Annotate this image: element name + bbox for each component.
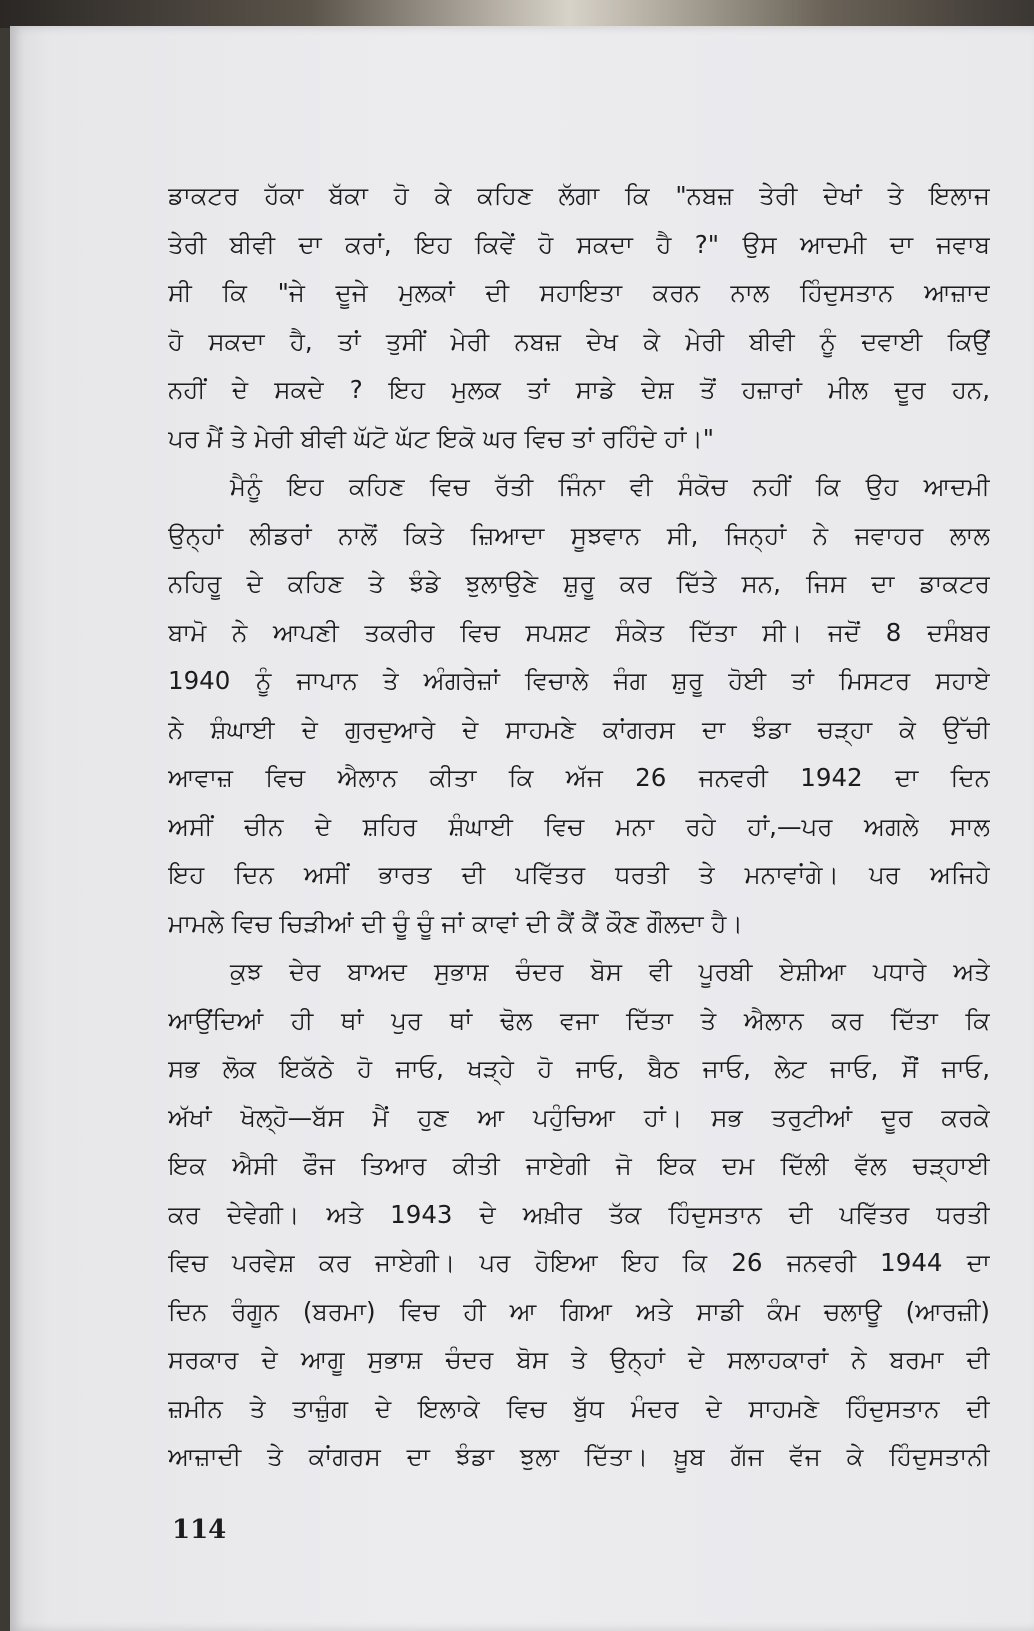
text-line: ਕਰ ਦੇਵੇਗੀ। ਅਤੇ 1943 ਦੇ ਅਖ਼ੀਰ ਤੱਕ ਹਿੰਦੁਸਤਾਨ ਦੀ ਪਵਿੱਤਰ ਧਰਤੀ [168,1199,990,1229]
text-line: ਉਨ੍ਹਾਂ ਲੀਡਰਾਂ ਨਾਲੋਂ ਕਿਤੇ ਜ਼ਿਆਦਾ ਸੂਝਵਾਨ ਸੀ, ਜਿਨ੍ਹਾਂ ਨੇ ਜਵਾਹਰ ਲਾਲ [168,520,990,550]
text-line: ਆਵਾਜ਼ ਵਿਚ ਐਲਾਨ ਕੀਤਾ ਕਿ ਅੱਜ 26 ਜਨਵਰੀ 1942 ਦਾ ਦਿਨ [168,763,990,792]
text-line: ਵਿਚ ਪਰਵੇਸ਼ ਕਰ ਜਾਏਗੀ। ਪਰ ਹੋਇਆ ਇਹ ਕਿ 26 ਜਨਵਰੀ 1944 ਦਾ [168,1248,990,1277]
text-line: ਸਰਕਾਰ ਦੇ ਆਗੂ ਸੁਭਾਸ਼ ਚੰਦਰ ਬੋਸ ਤੇ ਉਨ੍ਹਾਂ ਦੇ ਸਲਾਹਕਾਰਾਂ ਨੇ ਬਰਮਾ ਦੀ [168,1345,990,1374]
text-line: ਇਹ ਦਿਨ ਅਸੀਂ ਭਾਰਤ ਦੀ ਪਵਿੱਤਰ ਧਰਤੀ ਤੇ ਮਨਾਵਾਂਗੇ। ਪਰ ਅਜਿਹੇ [168,860,990,889]
text-line: ਬਾਮੋ ਨੇ ਆਪਣੀ ਤਕਰੀਰ ਵਿਚ ਸਪਸ਼ਟ ਸੰਕੇਤ ਦਿੱਤਾ ਸੀ। ਜਦੋਂ 8 ਦਸੰਬਰ [168,617,990,647]
text-line: ਪਰ ਮੈਂ ਤੇ ਮੇਰੀ ਬੀਵੀ ਘੱਟੋ ਘੱਟ ਇਕੋ ਘਰ ਵਿਚ ਤਾਂ ਰਹਿੰਦੇ ਹਾਂ।" [168,423,715,453]
text-line: ਸਭ ਲੋਕ ਇਕੱਠੇ ਹੋ ਜਾਓ, ਖੜ੍ਹੇ ਹੋ ਜਾਓ, ਬੈਠ ਜਾਓ, ਲੇਟ ਜਾਓ, ਸੌਂ ਜਾਓ, [168,1054,990,1083]
text-line: ਆਉਂਦਿਆਂ ਹੀ ਥਾਂ ਪੁਰ ਥਾਂ ਢੋਲ ਵਜਾ ਦਿੱਤਾ ਤੇ ਐਲਾਨ ਕਰ ਦਿੱਤਾ ਕਿ [168,1005,990,1035]
text-line: ਡਾਕਟਰ ਹੱਕਾ ਬੱਕਾ ਹੋ ਕੇ ਕਹਿਣ ਲੱਗਾ ਕਿ "ਨਬਜ਼ ਤੇਰੀ ਦੇਖਾਂ ਤੇ ਇਲਾਜ [168,181,990,210]
text-line: ਮਾਮਲੇ ਵਿਚ ਚਿੜੀਆਂ ਦੀ ਚੂੰ ਚੂੰ ਜਾਂ ਕਾਵਾਂ ਦੀ ਕੈਂ ਕੈਂ ਕੌਣ ਗੌਲਦਾ ਹੈ। [168,908,743,938]
paragraph-start-line: ਮੈਨੂੰ ਇਹ ਕਹਿਣ ਵਿਚ ਰੱਤੀ ਜਿੰਨਾ ਵੀ ਸੰਕੋਚ ਨਹੀਂ ਕਿ ਉਹ ਆਦਮੀ [230,472,990,501]
text-line: ਸੀ ਕਿ "ਜੇ ਦੂਜੇ ਮੁਲਕਾਂ ਦੀ ਸਹਾਇਤਾ ਕਰਨ ਨਾਲ ਹਿੰਦੁਸਤਾਨ ਆਜ਼ਾਦ [168,278,990,307]
text-line: ਹੋ ਸਕਦਾ ਹੈ, ਤਾਂ ਤੁਸੀਂ ਮੇਰੀ ਨਬਜ਼ ਦੇਖ ਕੇ ਮੇਰੀ ਬੀਵੀ ਨੂੰ ਦਵਾਈ ਕਿਉਂ [168,326,990,356]
text-line: 1940 ਨੂੰ ਜਾਪਾਨ ਤੇ ਅੰਗਰੇਜ਼ਾਂ ਵਿਚਾਲੇ ਜੰਗ ਸ਼ੁਰੂ ਹੋਈ ਤਾਂ ਮਿਸਟਰ ਸਹਾਏ [168,666,990,695]
text-line: ਅੱਖਾਂ ਖੋਲ੍ਹੋ—ਬੱਸ ਮੈਂ ਹੁਣ ਆ ਪਹੁੰਚਿਆ ਹਾਂ। ਸਭ ਤਰੁਟੀਆਂ ਦੂਰ ਕਰਕੇ [168,1102,990,1132]
page-body-text [168,172,990,1482]
page-number: 114 [172,1515,227,1545]
text-line: ਅਸੀਂ ਚੀਨ ਦੇ ਸ਼ਹਿਰ ਸ਼ੰਘਾਈ ਵਿਚ ਮਨਾ ਰਹੇ ਹਾਂ,—ਪਰ ਅਗਲੇ ਸਾਲ [168,811,990,841]
text-line: ਇਕ ਐਸੀ ਫੌਜ ਤਿਆਰ ਕੀਤੀ ਜਾਏਗੀ ਜੋ ਇਕ ਦਮ ਦਿੱਲੀ ਵੱਲ ਚੜ੍ਹਾਈ [168,1151,990,1180]
text-line: ਜ਼ਮੀਨ ਤੇ ਤਾਜ਼ੁੰਗ ਦੇ ਇਲਾਕੇ ਵਿਚ ਬੁੱਧ ਮੰਦਰ ਦੇ ਸਾਹਮਣੇ ਹਿੰਦੁਸਤਾਨ ਦੀ [168,1393,990,1423]
paragraph-start-line: ਕੁਝ ਦੇਰ ਬਾਅਦ ਸੁਭਾਸ਼ ਚੰਦਰ ਬੋਸ ਵੀ ਪੂਰਬੀ ਏਸ਼ੀਆ ਪਧਾਰੇ ਅਤੇ [230,957,990,986]
book-top-edge [0,0,1034,28]
text-line: ਨਹੀਂ ਦੇ ਸਕਦੇ ? ਇਹ ਮੁਲਕ ਤਾਂ ਸਾਡੇ ਦੇਸ਼ ਤੋਂ ਹਜ਼ਾਰਾਂ ਮੀਲ ਦੂਰ ਹਨ, [168,375,990,404]
text-line: ਤੇਰੀ ਬੀਵੀ ਦਾ ਕਰਾਂ, ਇਹ ਕਿਵੇਂ ਹੋ ਸਕਦਾ ਹੈ ?" ਉਸ ਆਦਮੀ ਦਾ ਜਵਾਬ [168,229,990,259]
text-line: ਨੇ ਸ਼ੰਘਾਈ ਦੇ ਗੁਰਦੁਆਰੇ ਦੇ ਸਾਹਮਣੇ ਕਾਂਗਰਸ ਦਾ ਝੰਡਾ ਚੜ੍ਹਾ ਕੇ ਉੱਚੀ [168,714,990,744]
text-line: ਦਿਨ ਰੰਗੂਨ (ਬਰਮਾ) ਵਿਚ ਹੀ ਆ ਗਿਆ ਅਤੇ ਸਾਡੀ ਕੰਮ ਚਲਾਊ (ਆਰਜ਼ੀ) [168,1296,990,1326]
text-line: ਨਹਿਰੂ ਦੇ ਕਹਿਣ ਤੇ ਝੰਡੇ ਝੁਲਾਉਣੇ ਸ਼ੁਰੂ ਕਰ ਦਿੱਤੇ ਸਨ, ਜਿਸ ਦਾ ਡਾਕਟਰ [168,569,990,598]
text-line: ਆਜ਼ਾਦੀ ਤੇ ਕਾਂਗਰਸ ਦਾ ਝੰਡਾ ਝੁਲਾ ਦਿੱਤਾ। ਖ਼ੂਬ ਗੱਜ ਵੱਜ ਕੇ ਹਿੰਦੁਸਤਾਨੀ [168,1442,990,1471]
